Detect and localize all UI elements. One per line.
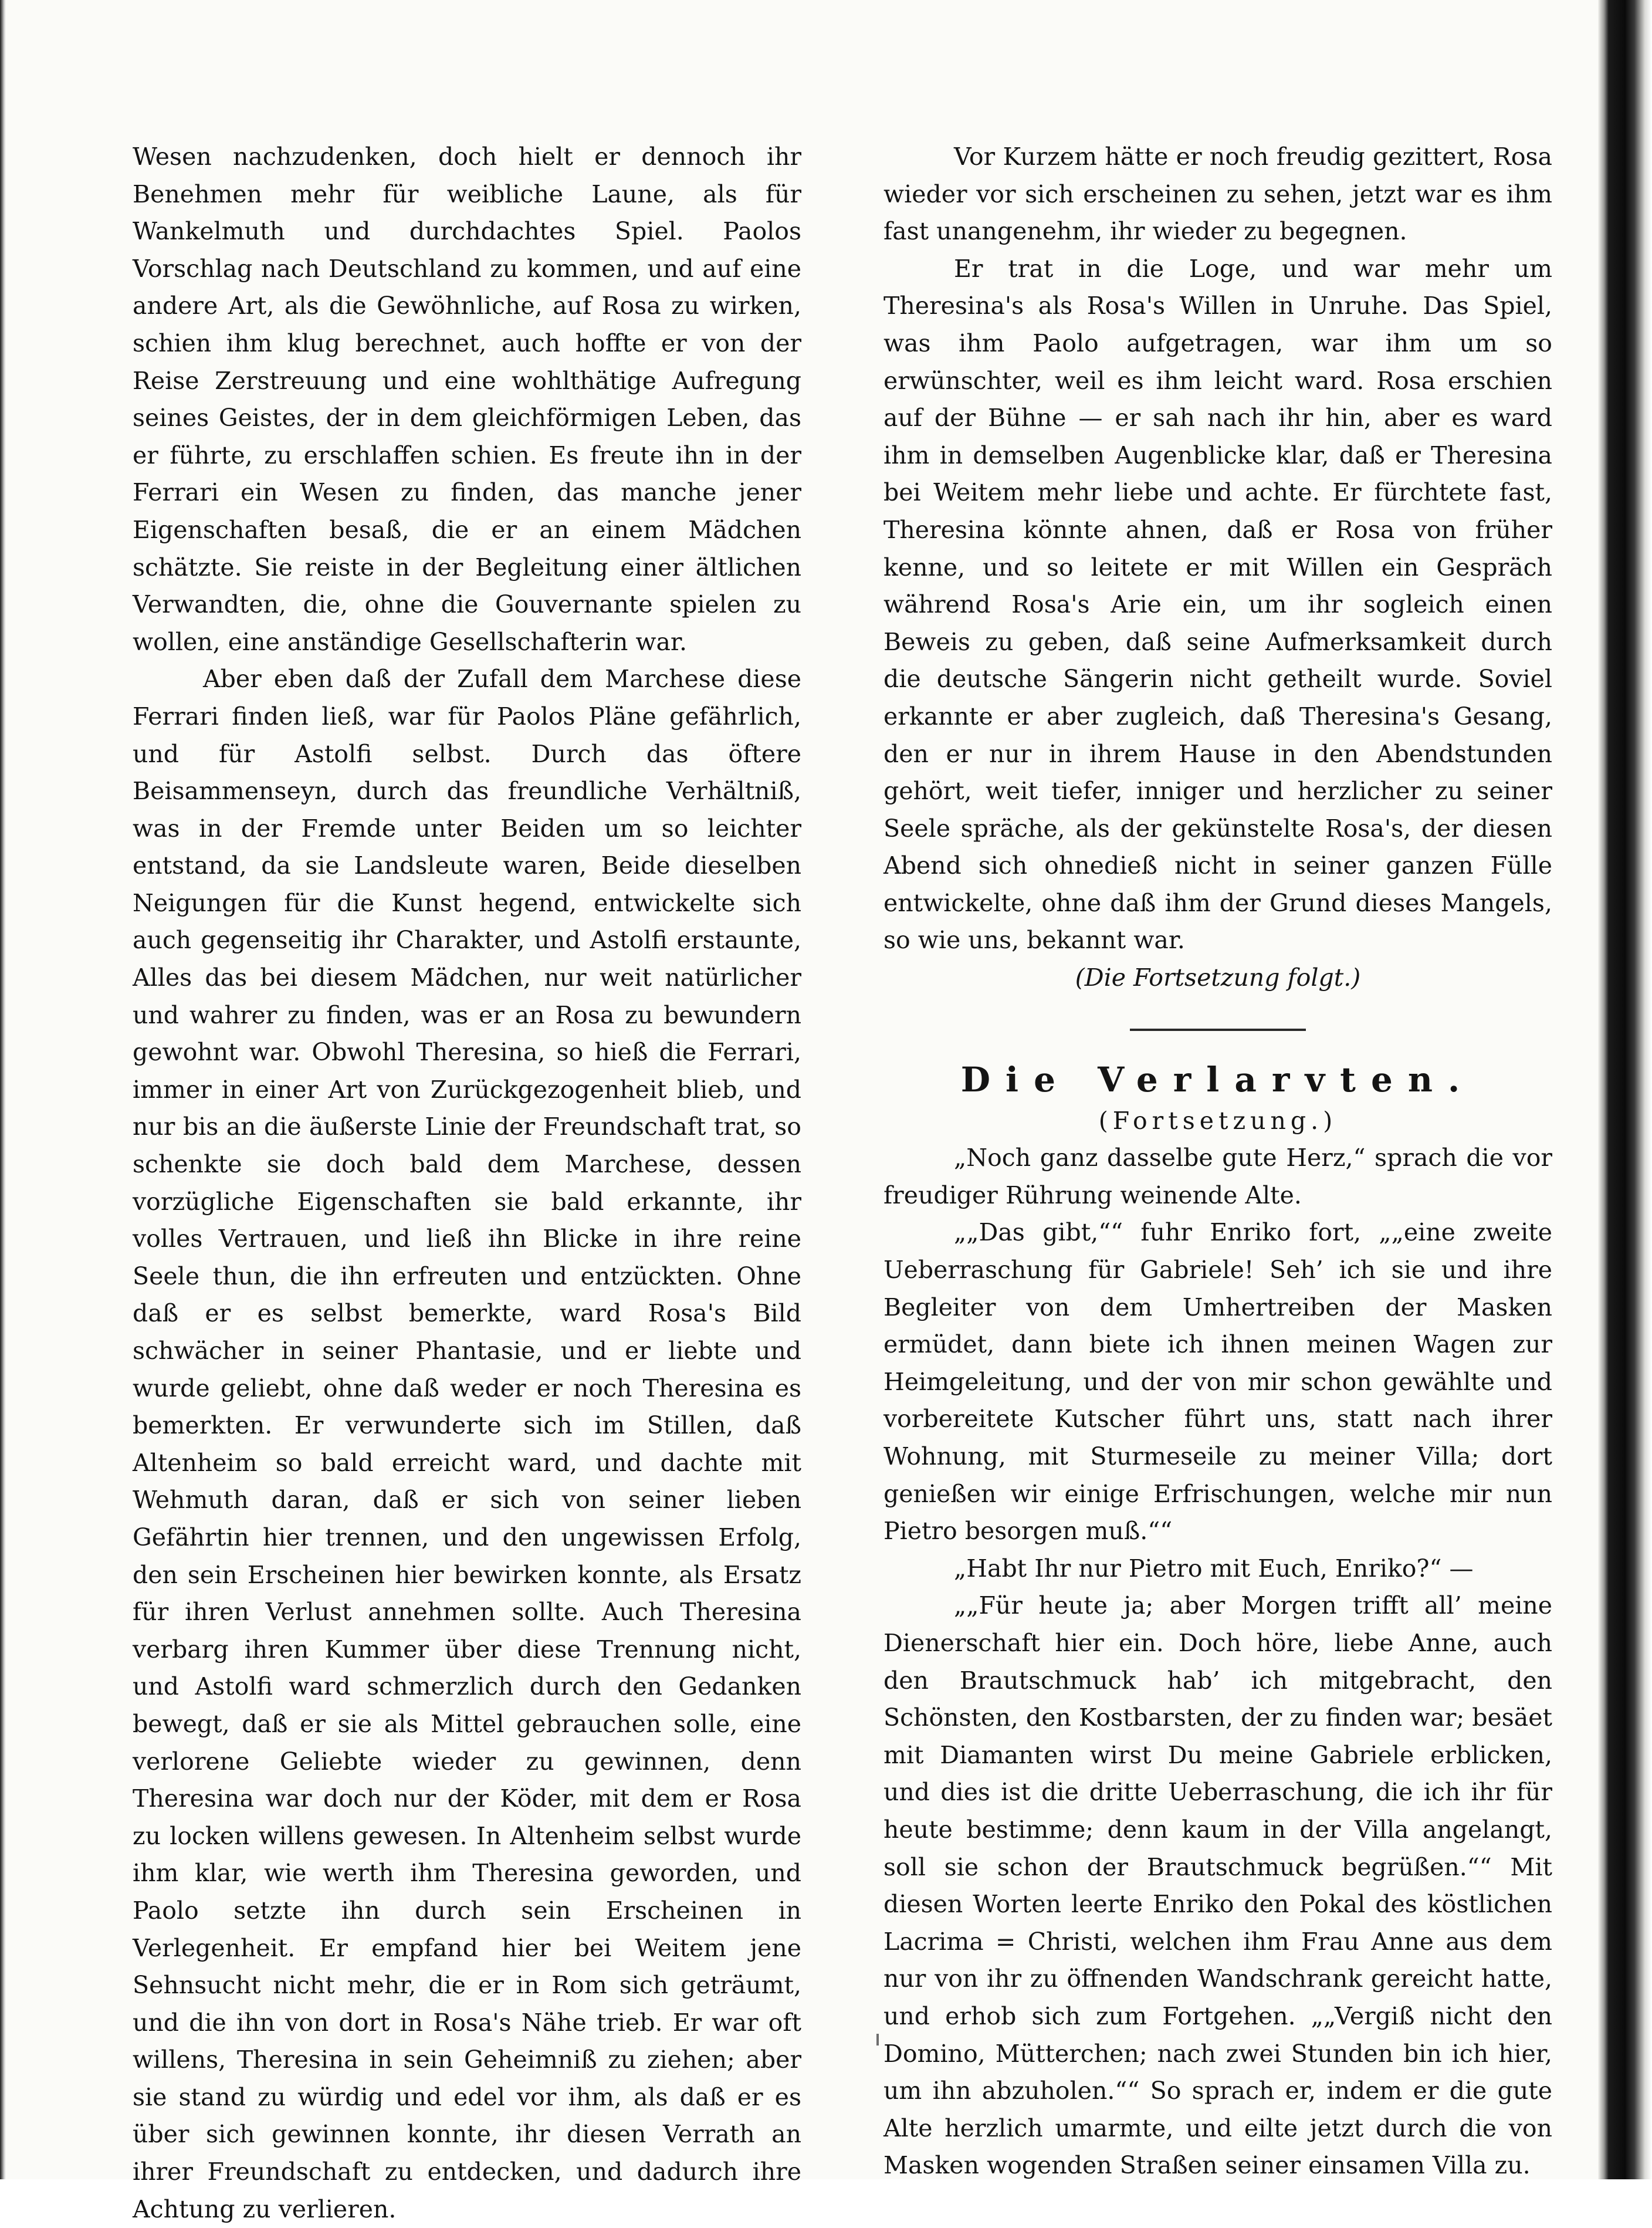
left-paragraph-2: Aber eben daß der Zufall dem Marchese diese Ferrari finden ließ, war für Paolos Pläne gefährlich, und für Astolfi selbst. Durch das öftere Beisammenseyn, durch das freundliche Verhältniß, was in der Fremde unter Beiden um so leichter entstand, da sie Landsleute waren, Beide dieselben Neigungen für die Kunst hegend, entwickelte sich auch gegenseitig ihr Charakter, und Astolfi erstaunte, Alles das bei diesem Mädchen, nur weit natürlicher und wahrer zu finden, was er an Rosa zu bewundern gewohnt war. Obwohl Theresina, so hieß die Ferrari, immer in einer Art von Zurückgezogenheit blieb, und nur bis an die äußerste Linie der Freundschaft trat, so schenkte sie doch bald dem Marchese, dessen vorzügliche Eigenschaften sie bald erkannte, ihr volles Vertrauen, und ließ ihn Blicke in ihre reine Seele thun, die ihn erfreuten und entzückten. Ohne daß er es selbst bemerkte, ward Rosa's Bild schwächer in seiner Phantasie, und er liebte und wurde geliebt, ohne daß weder er noch Theresina es bemerkten. Er verwunderte sich im Stillen, daß Altenheim so bald erreicht ward, und dachte mit Wehmuth daran, daß er sich von seiner lieben Gefährtin hier trennen, und den ungewissen Erfolg, den sein Erscheinen hier bewirken konnte, als Ersatz für ihren Verlust annehmen sollte. Auch Theresina verbarg ihren Kummer über diese Trennung nicht, und Astolfi ward schmerzlich durch den Gedanken bewegt, daß er sie als Mittel gebrauchen solle, eine verlorene Geliebte wieder zu gewinnen, denn Theresina war doch nur der Köder, mit dem er Rosa zu locken willens gewesen. In Altenheim selbst wurde ihm klar, wie werth ihm Theresina geworden, und Paolo setzte ihn durch sein Erscheinen in Verlegenheit. Er empfand hier bei Weitem jene Sehnsucht nicht mehr, die er in Rom sich geträumt, und die ihn von dort in Rosa's Nähe trieb. Er war oft willens, Theresina in sein Geheimniß zu ziehen; aber sie stand zu würdig und edel vor ihm, als daß er es über sich gewinnen konnte, ihr diesen Verrath an ihrer Freundschaft zu entdecken, und dadurch ihre Achtung zu verlieren.: [133, 665, 801, 2223]
right-column: [883, 138, 1552, 2185]
section-title: Die Verlarvten.: [960, 1059, 1475, 1100]
left-column: [133, 138, 801, 2228]
section-subtitle: (Fortsetzung.): [1098, 1106, 1338, 1135]
section-paragraph-4: „„Für heute ja; aber Morgen trifft all’ meine Dienerschaft hier ein. Doch höre, liebe Anne, auch den Brautschmuck hab’ ich mitgebracht, den Schönsten, den Kostbarsten, der zu finden war; besäet mit Diamanten wirst Du meine Gabriele erblicken, und dies ist die dritte Ueberraschung, die ich ihr für heute bestimme; denn kaum in der Villa angelangt, soll sie schon der Brautschmuck begrüßen.““ Mit diesen Worten leerte Enriko den Pokal des köstlichen Lacrima = Christi, welchen ihm Frau Anne aus dem nur von ihr zu öffnenden Wandschrank gereicht hatte, und erhob sich zum Fortgehen. „„Vergiß nicht den Domino, Mütterchen; nach zwei Stunden bin ich hier, um ihn abzuholen.““ So sprach er, indem er die gute Alte herzlich umarmte, und eilte jetzt durch die von Masken wogenden Straßen seiner einsamen Villa zu.: [883, 1591, 1552, 2180]
stray-mark: [876, 2034, 879, 2046]
continued-note: (Die Fortsetzung folgt.): [1075, 963, 1361, 992]
section-paragraph-3: „Habt Ihr nur Pietro mit Euch, Enriko?“ —: [954, 1554, 1474, 1583]
left-paragraph-1: Wesen nachzudenken, doch hielt er dennoch ihr Benehmen mehr für weibliche Laune, als für Wankelmuth und durchdachtes Spiel. Paolos Vorschlag nach Deutschland zu kommen, und auf eine andere Art, als die Gewöhnliche, auf Rosa zu wirken, schien ihm klug berechnet, auch hoffte er von der Reise Zerstreuung und eine wohlthätige Aufregung seines Geistes, der in dem gleichförmigen Leben, das er führte, zu erschlaffen schien. Es freute ihn in der Ferrari ein Wesen zu finden, das manche jener Eigenschaften besaß, die er an einem Mädchen schätzte. Sie reiste in der Begleitung einer ältlichen Verwandten, die, ohne die Gouvernante spielen zu wollen, eine anständige Gesellschafterin war.: [133, 143, 801, 656]
page-left-edge: [0, 0, 6, 2179]
right-paragraph-1: Vor Kurzem hätte er noch freudig gezittert, Rosa wieder vor sich erscheinen zu sehen, jetzt war es ihm fast unangenehm, ihr wieder zu begegnen.: [883, 143, 1552, 246]
section-paragraph-2: „„Das gibt,““ fuhr Enriko fort, „„eine zweite Ueberraschung für Gabriele! Seh’ ich sie und ihre Begleiter von dem Umhertreiben der Masken ermüdet, dann biete ich ihnen meinen Wagen zur Heimgeleitung, und der von mir schon gewählte und vorbereitete Kutscher führt uns, statt nach ihrer Wohnung, mit Sturmeseile zu meiner Villa; dort genießen wir einige Erfrischungen, welche mir nun Pietro besorgen muß.““: [883, 1218, 1552, 1546]
right-paragraph-2: Er trat in die Loge, und war mehr um Theresina's als Rosa's Willen in Unruhe. Das Spiel, was ihm Paolo aufgetragen, war ihm um so erwünschter, weil es ihm leicht ward. Rosa erschien auf der Bühne — er sah nach ihr hin, aber es ward ihm in demselben Augenblicke klar, daß er Theresina bei Weitem mehr liebe und achte. Er fürchtete fast, Theresina könnte ahnen, daß er Rosa von früher kenne, und so leitete er mit Willen ein Gespräch während Rosa's Arie ein, um ihr sogleich einen Beweis zu geben, daß seine Aufmerksamkeit durch die deutsche Sängerin nicht getheilt wurde. Soviel erkannte er aber zugleich, daß Theresina's Gesang, den er nur in ihrem Hause in den Abendstunden gehört, weit tiefer, inniger und herzlicher zu seiner Seele spräche, als der gekünstelte Rosa's, der diesen Abend sich ohnedieß nicht in seiner ganzen Fülle entwickelte, ohne daß ihm der Grund dieses Mangels, so wie uns, bekannt war.: [883, 254, 1552, 955]
book-binding-edge: [1598, 0, 1652, 2179]
section-paragraph-1: „Noch ganz dasselbe gute Herz,“ sprach die vor freudiger Rührung weinende Alte.: [883, 1144, 1552, 1209]
section-divider: [1130, 1029, 1306, 1031]
